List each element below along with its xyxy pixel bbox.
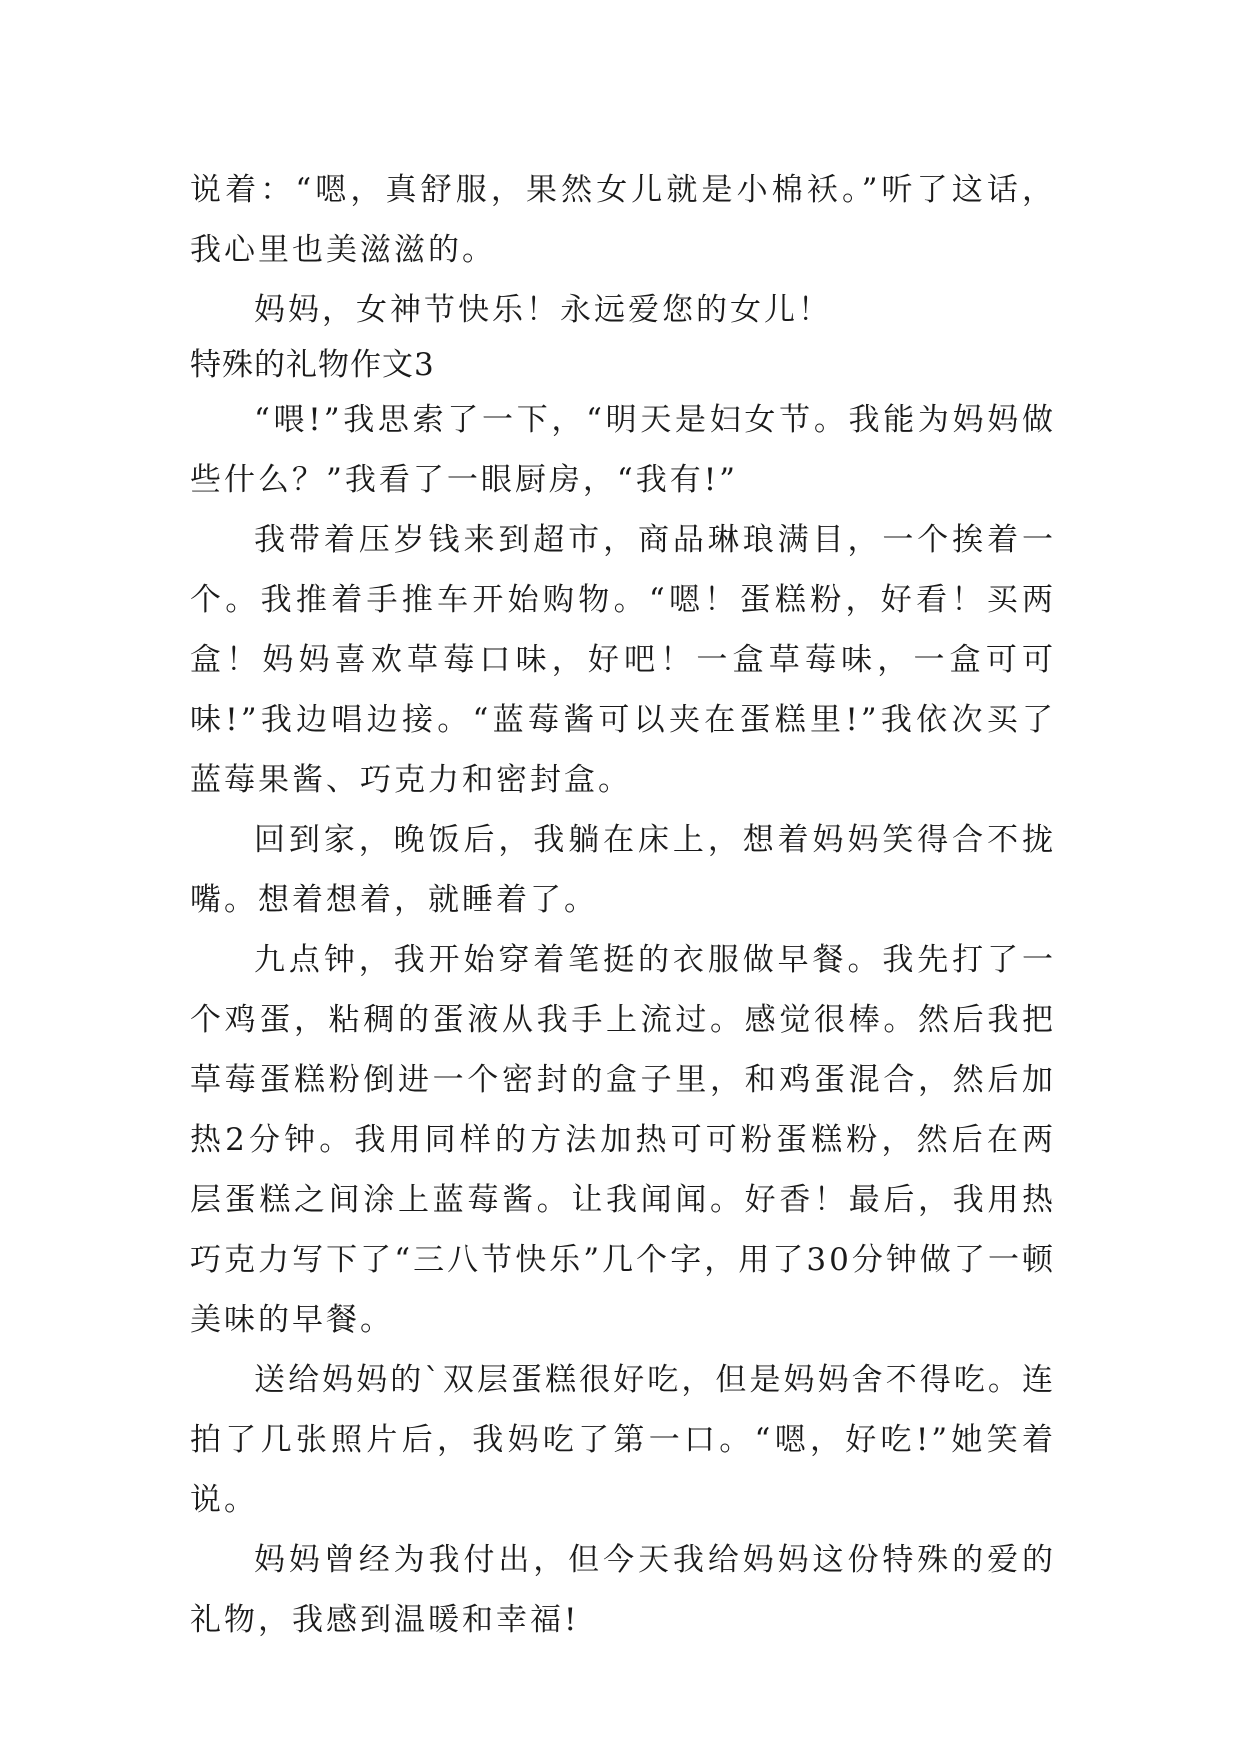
- paragraph-closing-wish: 妈妈，女神节快乐！永远爱您的女儿！: [254, 292, 832, 328]
- paragraph-3: 回到家，晚饭后，我躺在床上，想着妈妈笑得合不拢嘴。想着想着，就睡着了。: [190, 822, 1056, 918]
- paragraph-5: 送给妈妈的`双层蛋糕很好吃，但是妈妈舍不得吃。连拍了几张照片后，我妈吃了第一口。“嗯，好吃!”她笑着说。: [190, 1362, 1056, 1518]
- paragraph-continuation: 说着：“嗯，真舒服，果然女儿就是小棉袄。”听了这话，我心里也美滋滋的。: [190, 172, 1056, 268]
- section-title: 特殊的礼物作文3: [190, 347, 435, 383]
- paragraph-6: 妈妈曾经为我付出，但今天我给妈妈这份特殊的爱的礼物，我感到温暖和幸福!: [190, 1542, 1056, 1638]
- document-body: [190, 160, 1056, 1650]
- paragraph-4: 九点钟，我开始穿着笔挺的衣服做早餐。我先打了一个鸡蛋，粘稠的蛋液从我手上流过。感觉很棒。然后我把草莓蛋糕粉倒进一个密封的盒子里，和鸡蛋混合，然后加热2分钟。我用同样的方法加热可可粉蛋糕粉，然后在两层蛋糕之间涂上蓝莓酱。让我闻闻。好香！最后，我用热巧克力写下了“三八节快乐”几个字，用了30分钟做了一顿美味的早餐。: [190, 942, 1056, 1338]
- paragraph-2: 我带着压岁钱来到超市，商品琳琅满目，一个挨着一个。我推着手推车开始购物。“嗯！蛋糕粉，好看！买两盒！妈妈喜欢草莓口味，好吧！一盒草莓味，一盒可可味!”我边唱边接。“蓝莓酱可以夹在蛋糕里!”我依次买了蓝莓果酱、巧克力和密封盒。: [190, 522, 1056, 798]
- paragraph-1: “喂!”我思索了一下，“明天是妇女节。我能为妈妈做些什么？”我看了一眼厨房，“我有!”: [190, 402, 1056, 498]
